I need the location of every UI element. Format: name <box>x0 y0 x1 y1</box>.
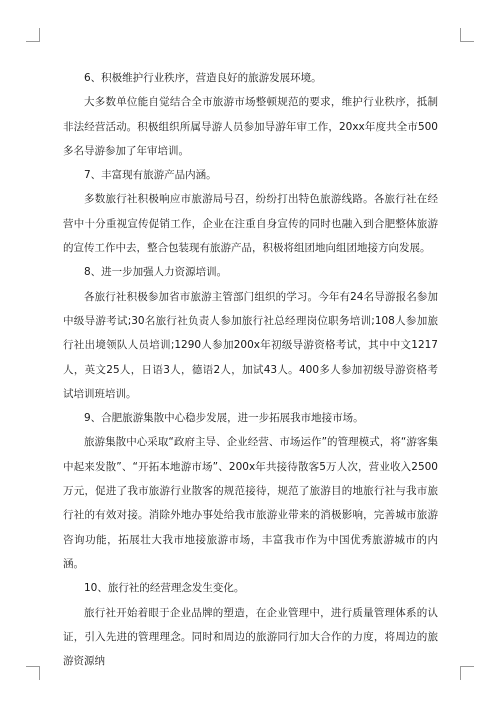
section-heading-6: 6、积极维护行业秩序，营造良好的旅游发展环境。 <box>84 72 322 84</box>
section-paragraph-7: 多数旅行社积极响应市旅游局号召，纷纷打出特色旅游线路。各旅行社在经营中十分重视宣传促销工作，企业在注重自身宣传的同时也融入到合肥整体旅游的宣传工作中去，整合包装现有旅游产品，积极将组团地向组团地接方向发展。 <box>63 193 438 255</box>
document-body <box>63 66 438 673</box>
section-paragraph-8: 各旅行社积极参加省市旅游主管部门组织的学习。今年有24名导游报名参加中级导游考试;30名旅行社负责人参加旅行社总经理岗位职务培训;108人参加旅行社出境领队人员培训;1290人参加200x年初级导游资格考试，其中中文1217人，英文25人，日语3人，德语2人，加试43人。400多人参加初级导游资格考试培训班培训。 <box>63 290 438 400</box>
crop-mark-bottom-left <box>26 666 40 680</box>
section-heading-7: 7、丰富现有旅游产品内涵。 <box>84 169 217 182</box>
section-paragraph-10: 旅行社开始着眼于企业品牌的塑造，在企业管理中，进行质量管理体系的认证，引入先进的管理理念。同时和周边的旅游同行加大合作的力度，将周边的旅游资源纳 <box>63 606 438 668</box>
crop-mark-top-left <box>26 28 40 42</box>
section-paragraph-6: 大多数单位能自觉结合全市旅游市场整顿规范的要求，维护行业秩序，抵制非法经营活动。积极组织所属导游人员参加导游年审工作，20xx年度共全市500多名导游参加了年审培训。 <box>63 96 438 157</box>
crop-mark-bottom-right <box>460 666 474 680</box>
section-paragraph-9: 旅游集散中心采取“政府主导、企业经营、市场运作”的管理模式，将“游客集中起来发散”、“开拓本地游市场”、200x年共接待散客5万人次，营业收入2500万元，促进了我市旅游行业散客的规范接待，规范了旅游目的地旅行社与我市旅行社的有效对接。消除外地办事处给我市旅游业带来的消极影响，完善城市旅游咨询功能，拓展壮大我市地接旅游市场，丰富我市作为中国优秀旅游城市的内涵。 <box>63 436 438 570</box>
section-heading-8: 8、进一步加强人力资源培训。 <box>84 266 228 279</box>
crop-mark-top-right <box>460 28 474 42</box>
section-heading-9: 9、合肥旅游集散中心稳步发展，进一步拓展我市地接市场。 <box>84 412 364 425</box>
section-heading-10: 10、旅行社的经营理念发生变化。 <box>84 582 245 595</box>
